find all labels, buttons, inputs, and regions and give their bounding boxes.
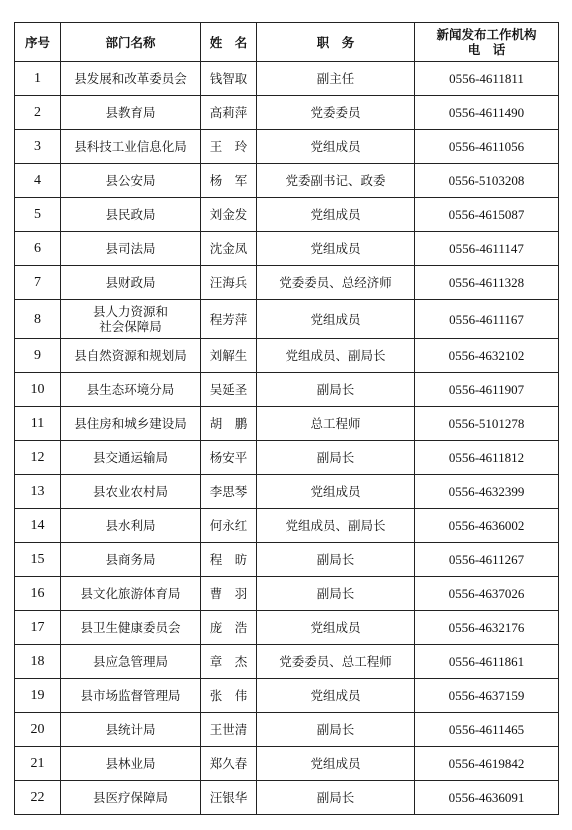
- cell-dept: 县科技工业信息化局: [61, 130, 201, 164]
- table-row: [15, 441, 559, 475]
- cell-position: 党组成员: [257, 679, 415, 713]
- cell-seq: 22: [15, 781, 61, 815]
- cell-phone: 0556-4611267: [415, 543, 559, 577]
- cell-seq: 18: [15, 645, 61, 679]
- table-row: [15, 373, 559, 407]
- cell-position: 副局长: [257, 577, 415, 611]
- cell-phone: 0556-4611811: [415, 62, 559, 96]
- cell-phone: 0556-4611147: [415, 232, 559, 266]
- cell-dept: 县自然资源和规划局: [61, 339, 201, 373]
- cell-dept: 县林业局: [61, 747, 201, 781]
- cell-dept: 县教育局: [61, 96, 201, 130]
- cell-position: 党组成员、副局长: [257, 509, 415, 543]
- cell-dept-line: 县人力资源和: [92, 304, 168, 319]
- cell-seq: 7: [15, 266, 61, 300]
- cell-phone: 0556-4637026: [415, 577, 559, 611]
- cell-dept: 县统计局: [61, 713, 201, 747]
- cell-position: 党组成员: [257, 130, 415, 164]
- cell-seq: 16: [15, 577, 61, 611]
- cell-name: 钱智取: [201, 62, 257, 96]
- cell-name: 程芳萍: [201, 300, 257, 339]
- cell-position: 副主任: [257, 62, 415, 96]
- cell-seq: 5: [15, 198, 61, 232]
- table-row: [15, 679, 559, 713]
- header-position: 职 务: [257, 23, 415, 62]
- cell-seq: 17: [15, 611, 61, 645]
- cell-seq: 14: [15, 509, 61, 543]
- table-row: [15, 645, 559, 679]
- cell-position: 党组成员: [257, 611, 415, 645]
- cell-phone: 0556-4611465: [415, 713, 559, 747]
- table-row: [15, 164, 559, 198]
- table-row: [15, 611, 559, 645]
- table-row: [15, 781, 559, 815]
- cell-dept: 县交通运输局: [61, 441, 201, 475]
- cell-position: 副局长: [257, 373, 415, 407]
- cell-seq: 13: [15, 475, 61, 509]
- cell-phone: 0556-4611861: [415, 645, 559, 679]
- cell-seq: 1: [15, 62, 61, 96]
- cell-dept: 县商务局: [61, 543, 201, 577]
- cell-name: 汪海兵: [201, 266, 257, 300]
- table-row: [15, 232, 559, 266]
- cell-seq: 11: [15, 407, 61, 441]
- cell-phone: 0556-5101278: [415, 407, 559, 441]
- cell-phone: 0556-4611907: [415, 373, 559, 407]
- header-phone-line2: 电 话: [467, 42, 506, 57]
- cell-dept: 县水利局: [61, 509, 201, 543]
- cell-dept: 县生态环境分局: [61, 373, 201, 407]
- cell-dept: 县财政局: [61, 266, 201, 300]
- cell-dept: 县医疗保障局: [61, 781, 201, 815]
- cell-dept: [61, 300, 201, 339]
- cell-position: 副局长: [257, 781, 415, 815]
- cell-name: 沈金凤: [201, 232, 257, 266]
- table-row: [15, 543, 559, 577]
- table-row: [15, 130, 559, 164]
- contact-table: [14, 22, 559, 815]
- cell-phone: 0556-4611328: [415, 266, 559, 300]
- cell-dept: 县民政局: [61, 198, 201, 232]
- cell-name: 杨 军: [201, 164, 257, 198]
- cell-seq: 2: [15, 96, 61, 130]
- cell-name: 庞 浩: [201, 611, 257, 645]
- cell-position: 党组成员: [257, 300, 415, 339]
- table-row: [15, 96, 559, 130]
- cell-position: 党委委员、总经济师: [257, 266, 415, 300]
- cell-seq: 20: [15, 713, 61, 747]
- cell-position: 党组成员: [257, 232, 415, 266]
- cell-position: 党组成员: [257, 198, 415, 232]
- cell-phone: 0556-4632102: [415, 339, 559, 373]
- cell-phone: 0556-4636002: [415, 509, 559, 543]
- cell-position: 副局长: [257, 543, 415, 577]
- cell-seq: 15: [15, 543, 61, 577]
- cell-name: 王 玲: [201, 130, 257, 164]
- cell-phone: 0556-4611490: [415, 96, 559, 130]
- cell-seq: 4: [15, 164, 61, 198]
- cell-name: 吴延圣: [201, 373, 257, 407]
- cell-name: 张 伟: [201, 679, 257, 713]
- header-row: [15, 23, 559, 62]
- cell-dept: 县应急管理局: [61, 645, 201, 679]
- cell-name: 章 杰: [201, 645, 257, 679]
- table-row: [15, 300, 559, 339]
- table-row: [15, 713, 559, 747]
- cell-seq: 10: [15, 373, 61, 407]
- header-seq: 序号: [15, 23, 61, 62]
- cell-name: 高莉萍: [201, 96, 257, 130]
- table-row: [15, 407, 559, 441]
- header-phone: [415, 23, 559, 62]
- cell-dept: 县卫生健康委员会: [61, 611, 201, 645]
- header-name: 姓 名: [201, 23, 257, 62]
- table-row: [15, 475, 559, 509]
- cell-position: 党委委员: [257, 96, 415, 130]
- cell-phone: 0556-4611167: [415, 300, 559, 339]
- cell-dept: 县农业农村局: [61, 475, 201, 509]
- cell-name: 杨安平: [201, 441, 257, 475]
- header-dept: 部门名称: [61, 23, 201, 62]
- table-row: [15, 266, 559, 300]
- cell-position: 党组成员: [257, 747, 415, 781]
- cell-position: 党组成员: [257, 475, 415, 509]
- table-row: [15, 747, 559, 781]
- cell-dept: 县文化旅游体育局: [61, 577, 201, 611]
- cell-dept: 县司法局: [61, 232, 201, 266]
- table-row: [15, 577, 559, 611]
- cell-dept: 县市场监督管理局: [61, 679, 201, 713]
- cell-seq: 9: [15, 339, 61, 373]
- cell-phone: 0556-4637159: [415, 679, 559, 713]
- cell-dept: 县公安局: [61, 164, 201, 198]
- cell-phone: 0556-4611056: [415, 130, 559, 164]
- cell-seq: 8: [15, 300, 61, 339]
- cell-dept: 县住房和城乡建设局: [61, 407, 201, 441]
- cell-dept: 县发展和改革委员会: [61, 62, 201, 96]
- table-row: [15, 198, 559, 232]
- cell-phone: 0556-4619842: [415, 747, 559, 781]
- cell-position: 副局长: [257, 441, 415, 475]
- cell-name: 程 昉: [201, 543, 257, 577]
- cell-name: 曹 羽: [201, 577, 257, 611]
- cell-name: 王世清: [201, 713, 257, 747]
- cell-name: 何永红: [201, 509, 257, 543]
- cell-name: 李思琴: [201, 475, 257, 509]
- cell-dept-line: 社会保障局: [99, 319, 162, 334]
- cell-position: 总工程师: [257, 407, 415, 441]
- cell-name: 胡 鹏: [201, 407, 257, 441]
- cell-seq: 6: [15, 232, 61, 266]
- cell-phone: 0556-4611812: [415, 441, 559, 475]
- table-body: [15, 62, 559, 815]
- cell-seq: 19: [15, 679, 61, 713]
- cell-seq: 3: [15, 130, 61, 164]
- cell-phone: 0556-4632399: [415, 475, 559, 509]
- header-phone-line1: 新闻发布工作机构: [436, 27, 537, 42]
- cell-position: 副局长: [257, 713, 415, 747]
- table-row: [15, 62, 559, 96]
- cell-name: 郑久春: [201, 747, 257, 781]
- cell-name: 汪银华: [201, 781, 257, 815]
- cell-phone: 0556-4636091: [415, 781, 559, 815]
- table-row: [15, 339, 559, 373]
- cell-name: 刘金发: [201, 198, 257, 232]
- cell-position: 党委委员、总工程师: [257, 645, 415, 679]
- cell-position: 党组成员、副局长: [257, 339, 415, 373]
- cell-name: 刘解生: [201, 339, 257, 373]
- cell-phone: 0556-5103208: [415, 164, 559, 198]
- table-row: [15, 509, 559, 543]
- cell-seq: 12: [15, 441, 61, 475]
- cell-seq: 21: [15, 747, 61, 781]
- cell-position: 党委副书记、政委: [257, 164, 415, 198]
- cell-phone: 0556-4615087: [415, 198, 559, 232]
- cell-phone: 0556-4632176: [415, 611, 559, 645]
